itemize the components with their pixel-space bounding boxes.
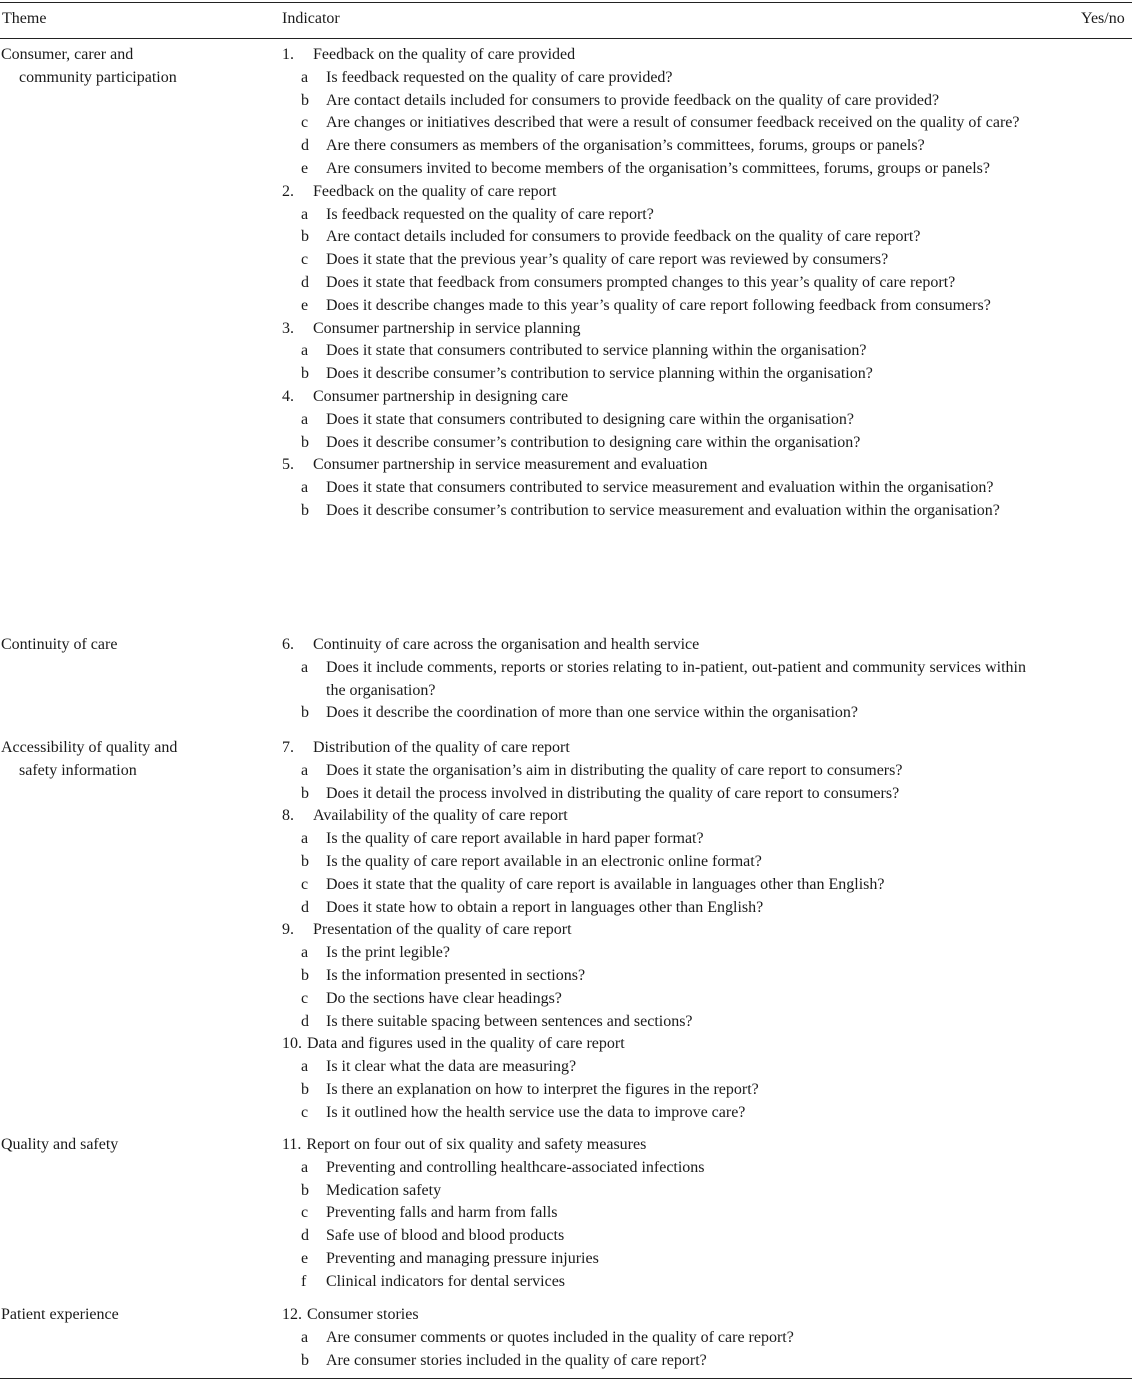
sub-question-text: Preventing and managing pressure injuries bbox=[326, 1249, 599, 1267]
sub-letter: a bbox=[301, 479, 309, 497]
sub-question bbox=[282, 897, 1042, 920]
sub-question-text: Does it state that the quality of care report is available in languages other than English? bbox=[326, 875, 885, 893]
sub-question bbox=[282, 112, 1042, 135]
sub-letter: a bbox=[301, 658, 309, 676]
header-theme: Theme bbox=[2, 10, 47, 27]
sub-question bbox=[282, 363, 1042, 386]
sub-question bbox=[282, 1180, 1042, 1203]
sub-question bbox=[282, 340, 1042, 363]
indicator-cell bbox=[282, 1134, 1042, 1294]
sub-question bbox=[282, 432, 1042, 455]
sub-question-text: Are consumer comments or quotes included in the quality of care report? bbox=[326, 1328, 794, 1346]
sub-letter: b bbox=[301, 852, 309, 870]
sub-question bbox=[282, 272, 1042, 295]
indicator-title-text: Data and figures used in the quality of care report bbox=[307, 1035, 625, 1053]
sub-letter: a bbox=[301, 761, 309, 779]
sub-question bbox=[282, 249, 1042, 272]
indicator-title bbox=[282, 44, 1042, 67]
sub-question-text: Clinical indicators for dental services bbox=[326, 1272, 566, 1290]
indicator-title bbox=[282, 1134, 1042, 1157]
indicator-number: 10. bbox=[282, 1035, 302, 1053]
sub-letter: a bbox=[301, 1158, 309, 1176]
indicator-cell bbox=[282, 1304, 1042, 1372]
indicator-number: 11. bbox=[282, 1136, 302, 1153]
sub-letter: a bbox=[301, 205, 309, 223]
sub-question bbox=[282, 783, 1042, 806]
top-rule bbox=[0, 2, 1132, 3]
indicator-number: 7. bbox=[282, 739, 294, 756]
sub-question bbox=[282, 409, 1042, 432]
sub-letter: c bbox=[301, 875, 309, 893]
sub-question bbox=[282, 851, 1042, 874]
indicator-number: 4. bbox=[282, 387, 294, 405]
sub-question-text: Safe use of blood and blood products bbox=[326, 1227, 565, 1245]
sub-letter: b bbox=[301, 365, 309, 383]
sub-question-text: Does it state that consumers contributed to service measurement and evaluation within the organisation? bbox=[326, 479, 994, 497]
indicator-number: 6. bbox=[282, 636, 294, 653]
sub-question bbox=[282, 988, 1042, 1011]
sub-letter: b bbox=[301, 1351, 309, 1369]
sub-letter: a bbox=[301, 342, 309, 360]
theme-label: Continuity of care bbox=[1, 636, 118, 653]
indicator-title-text: Distribution of the quality of care report bbox=[313, 739, 570, 756]
indicator-title-text: Consumer partnership in service planning bbox=[313, 319, 581, 337]
sub-letter: b bbox=[301, 1080, 309, 1098]
sub-letter: c bbox=[301, 114, 309, 132]
indicator-title-text: Availability of the quality of care report bbox=[313, 807, 568, 825]
sub-question bbox=[282, 204, 1042, 227]
sub-question-text: Is it clear what the data are measuring? bbox=[326, 1058, 577, 1076]
sub-question-text: Does it state that consumers contributed to service planning within the organisation? bbox=[326, 342, 867, 360]
header-yes-no: Yes/no bbox=[1081, 10, 1125, 27]
sub-letter: d bbox=[301, 1227, 309, 1245]
indicator-title bbox=[282, 386, 1042, 409]
indicator-title-text: Feedback on the quality of care provided bbox=[313, 46, 576, 63]
theme-label: Consumer, carer and bbox=[1, 46, 134, 63]
sub-question bbox=[282, 90, 1042, 113]
sub-letter: c bbox=[301, 251, 309, 269]
sub-question bbox=[282, 1011, 1042, 1034]
sub-question-text: Does it state the organisation’s aim in distributing the quality of care report to consumers? bbox=[326, 761, 903, 779]
indicator-number: 5. bbox=[282, 456, 294, 474]
sub-question-text: Medication safety bbox=[326, 1181, 442, 1199]
sub-letter: d bbox=[301, 137, 309, 155]
sub-question-text: Preventing falls and harm from falls bbox=[326, 1204, 558, 1222]
sub-letter: b bbox=[301, 501, 309, 519]
sub-letter: b bbox=[301, 1181, 309, 1199]
sub-question-text: Are there consumers as members of the organisation’s committees, forums, groups or panels? bbox=[326, 137, 925, 155]
sub-question-text: Preventing and controlling healthcare-associated infections bbox=[326, 1158, 705, 1176]
sub-question bbox=[282, 1079, 1042, 1102]
sub-letter: a bbox=[301, 410, 309, 428]
sub-question-text: Are consumer stories included in the quality of care report? bbox=[326, 1351, 707, 1369]
sub-question bbox=[282, 702, 1042, 725]
sub-letter: e bbox=[301, 159, 309, 177]
sub-letter: b bbox=[301, 433, 309, 451]
sub-question-text: Is the quality of care report available in an electronic online format? bbox=[326, 852, 762, 870]
sub-question-text: Are changes or initiatives described that were a result of consumer feedback received on the quality of care? bbox=[326, 114, 1020, 132]
indicator-number: 3. bbox=[282, 319, 294, 337]
sub-letter: b bbox=[301, 966, 309, 984]
header-indicator: Indicator bbox=[282, 10, 340, 27]
indicator-title-text: Report on four out of six quality and safety measures bbox=[306, 1136, 647, 1153]
sub-letter: f bbox=[301, 1272, 307, 1290]
theme-label: Quality and safety bbox=[1, 1136, 119, 1153]
sub-question bbox=[282, 1225, 1042, 1248]
sub-letter: b bbox=[301, 784, 309, 802]
sub-question bbox=[282, 874, 1042, 897]
sub-question-text: Does it state that the previous year’s quality of care report was reviewed by consumers? bbox=[326, 251, 889, 269]
sub-letter: b bbox=[301, 228, 309, 246]
sub-question bbox=[282, 828, 1042, 851]
theme-cell bbox=[1, 1304, 251, 1327]
theme-cell bbox=[1, 1134, 251, 1157]
sub-letter: c bbox=[301, 989, 309, 1007]
sub-question bbox=[282, 1327, 1042, 1350]
sub-question-text: Do the sections have clear headings? bbox=[326, 989, 562, 1007]
indicator-title bbox=[282, 454, 1042, 477]
indicator-cell bbox=[282, 737, 1042, 1125]
sub-question bbox=[282, 1102, 1042, 1125]
sub-question-text: Does it state that consumers contributed to designing care within the organisation? bbox=[326, 410, 855, 428]
sub-question bbox=[282, 1157, 1042, 1180]
sub-question-text: Is the print legible? bbox=[326, 944, 450, 962]
sub-question bbox=[282, 942, 1042, 965]
sub-question bbox=[282, 1056, 1042, 1079]
sub-question bbox=[282, 500, 1042, 523]
sub-question-text: Is the quality of care report available in hard paper format? bbox=[326, 830, 704, 848]
sub-question-text: Is it outlined how the health service use the data to improve care? bbox=[326, 1103, 746, 1121]
sub-question-text: Does it describe the coordination of more than one service within the organisation? bbox=[326, 704, 858, 722]
indicator-title-text: Feedback on the quality of care report bbox=[313, 182, 557, 200]
sub-question-text: Is feedback requested on the quality of care provided? bbox=[326, 68, 673, 86]
sub-letter: d bbox=[301, 1012, 309, 1030]
sub-letter: a bbox=[301, 1058, 309, 1076]
sub-letter: a bbox=[301, 1328, 309, 1346]
indicator-cell bbox=[282, 44, 1042, 523]
sub-question bbox=[282, 1350, 1042, 1373]
sub-question bbox=[282, 657, 1042, 703]
sub-question bbox=[282, 67, 1042, 90]
sub-question-text: Does it state how to obtain a report in languages other than English? bbox=[326, 898, 764, 916]
indicator-cell bbox=[282, 634, 1042, 725]
sub-letter: e bbox=[301, 296, 309, 314]
sub-letter: c bbox=[301, 1204, 309, 1222]
sub-question bbox=[282, 965, 1042, 988]
indicator-title bbox=[282, 1304, 1042, 1327]
sub-letter: b bbox=[301, 91, 309, 109]
sub-question bbox=[282, 760, 1042, 783]
sub-question bbox=[282, 1202, 1042, 1225]
sub-question bbox=[282, 135, 1042, 158]
indicator-title bbox=[282, 181, 1042, 204]
sub-question-text: Is feedback requested on the quality of care report? bbox=[326, 205, 654, 223]
sub-letter: d bbox=[301, 898, 309, 916]
indicator-number: 12. bbox=[282, 1306, 302, 1323]
sub-question-text: Does it describe consumer’s contribution to service planning within the organisation? bbox=[326, 365, 873, 383]
sub-question-text: Is there an explanation on how to interpret the figures in the report? bbox=[326, 1080, 759, 1098]
sub-question-text: Does it state that feedback from consumers prompted changes to this year’s quality of care report? bbox=[326, 273, 956, 291]
sub-question-text: Are consumers invited to become members of the organisation’s committees, forums, groups or panels? bbox=[326, 159, 990, 177]
sub-question-text: Does it describe changes made to this year’s quality of care report following feedback from consumers? bbox=[326, 296, 991, 314]
indicator-number: 9. bbox=[282, 921, 294, 939]
sub-letter: e bbox=[301, 1249, 309, 1267]
sub-question-text: Are contact details included for consumers to provide feedback on the quality of care report? bbox=[326, 228, 921, 246]
sub-letter: c bbox=[301, 1103, 309, 1121]
theme-label: community participation bbox=[19, 68, 177, 86]
sub-letter: a bbox=[301, 68, 309, 86]
sub-letter: a bbox=[301, 944, 309, 962]
theme-label: safety information bbox=[19, 761, 137, 779]
sub-question-text: Are contact details included for consumers to provide feedback on the quality of care provided? bbox=[326, 91, 940, 109]
indicator-title-text: Consumer stories bbox=[307, 1306, 419, 1323]
theme-label: Accessibility of quality and bbox=[1, 739, 178, 756]
indicator-title-text: Consumer partnership in service measurement and evaluation bbox=[313, 456, 708, 474]
indicator-title bbox=[282, 634, 1042, 657]
indicator-number: 8. bbox=[282, 807, 294, 825]
sub-question-text: Does it include comments, reports or stories relating to in-patient, out-patient and community services within the organisation? bbox=[326, 658, 1026, 699]
indicator-number: 2. bbox=[282, 182, 294, 200]
indicator-title-text: Presentation of the quality of care report bbox=[313, 921, 572, 939]
sub-letter: b bbox=[301, 704, 309, 722]
sub-question bbox=[282, 477, 1042, 500]
indicator-number: 1. bbox=[282, 46, 294, 63]
header-rule bbox=[0, 38, 1132, 39]
theme-label: Patient experience bbox=[1, 1306, 119, 1323]
indicator-title bbox=[282, 1033, 1042, 1056]
theme-cell bbox=[1, 634, 251, 657]
sub-question-text: Does it describe consumer’s contribution to service measurement and evaluation within the organisation? bbox=[326, 501, 1000, 519]
sub-question bbox=[282, 295, 1042, 318]
sub-question-text: Does it detail the process involved in distributing the quality of care report to consumers? bbox=[326, 784, 900, 802]
indicator-title bbox=[282, 805, 1042, 828]
sub-letter: d bbox=[301, 273, 309, 291]
indicator-title bbox=[282, 919, 1042, 942]
sub-letter: a bbox=[301, 830, 309, 848]
sub-question bbox=[282, 158, 1042, 181]
theme-cell bbox=[1, 44, 251, 90]
theme-cell bbox=[1, 737, 251, 783]
indicator-title-text: Consumer partnership in designing care bbox=[313, 387, 569, 405]
indicator-title-text: Continuity of care across the organisation and health service bbox=[313, 636, 700, 653]
sub-question bbox=[282, 226, 1042, 249]
sub-question bbox=[282, 1271, 1042, 1294]
sub-question-text: Is there suitable spacing between sentences and sections? bbox=[326, 1012, 693, 1030]
indicator-title bbox=[282, 737, 1042, 760]
bottom-rule bbox=[0, 1378, 1132, 1379]
sub-question-text: Is the information presented in sections? bbox=[326, 966, 586, 984]
sub-question-text: Does it describe consumer’s contribution to designing care within the organisation? bbox=[326, 433, 861, 451]
indicator-title bbox=[282, 318, 1042, 341]
sub-question bbox=[282, 1248, 1042, 1271]
